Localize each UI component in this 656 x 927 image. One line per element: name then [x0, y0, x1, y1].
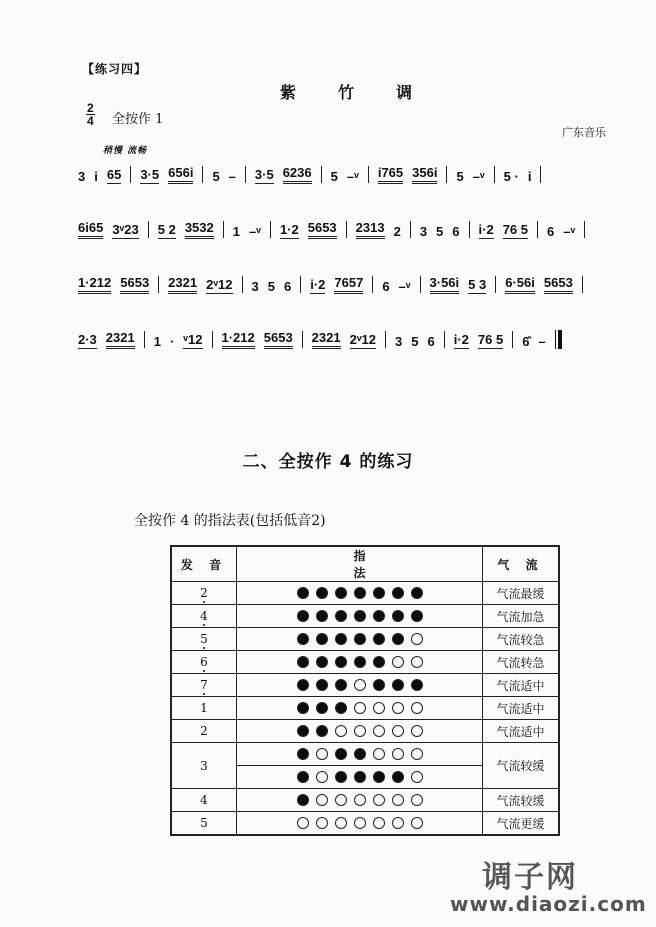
closed-hole-icon — [411, 610, 423, 622]
barline — [444, 331, 445, 348]
song-title — [280, 80, 454, 103]
closed-hole-icon — [335, 587, 347, 599]
time-signature-bottom: 4 — [87, 114, 94, 128]
barline — [540, 166, 541, 183]
pitch-cell — [171, 651, 237, 674]
note-group: 356i — [412, 165, 437, 184]
note-group: ᵛ12 — [183, 332, 203, 347]
note-group: i·2 — [478, 222, 494, 237]
fingering-cell — [237, 789, 483, 812]
closed-hole-icon — [373, 610, 385, 622]
pitch-note: 2 — [200, 724, 208, 738]
table-header-row — [171, 546, 559, 582]
note-group: 3ᵛ23 — [112, 222, 139, 237]
fingering-cell — [237, 697, 483, 720]
pitch-note: 4 — [200, 793, 208, 807]
note-group: 5 — [411, 334, 419, 349]
note-group: 1 — [153, 334, 161, 349]
open-hole-icon — [373, 748, 385, 760]
closed-hole-icon — [297, 610, 309, 622]
barline — [537, 221, 538, 238]
header-airflow: 气 流 — [483, 546, 560, 582]
time-signature — [86, 102, 95, 127]
table-row — [171, 789, 559, 812]
open-hole-icon — [411, 817, 423, 829]
table-row — [171, 582, 559, 605]
note-group: 6 — [283, 279, 292, 294]
note-group: 1·212 — [222, 330, 255, 349]
hole-pattern — [237, 610, 482, 622]
open-hole-icon — [297, 817, 309, 829]
fingering-table — [170, 545, 560, 836]
closed-hole-icon — [373, 656, 385, 668]
note-group: i·2 — [453, 332, 469, 347]
open-hole-icon — [411, 725, 423, 737]
open-hole-icon — [335, 725, 347, 737]
note-group: i765 — [378, 165, 403, 184]
note-group: 3·5 — [254, 167, 274, 182]
pitch-note: 6 — [200, 655, 208, 669]
barline — [512, 331, 513, 348]
open-hole-icon — [354, 817, 366, 829]
closed-hole-icon — [354, 587, 366, 599]
note-group: 2 — [393, 224, 401, 239]
open-hole-icon — [335, 794, 347, 806]
note-group: 6̂ — [522, 334, 530, 349]
note-group: 6 — [427, 334, 435, 349]
closed-hole-icon — [335, 771, 347, 783]
open-hole-icon — [392, 656, 404, 668]
open-hole-icon — [354, 679, 366, 691]
table-row — [171, 697, 559, 720]
open-hole-icon — [373, 702, 385, 714]
closed-hole-icon — [297, 748, 309, 760]
score-line-3 — [78, 270, 608, 294]
barline — [582, 276, 583, 293]
note-group: 1·212 — [78, 275, 111, 294]
table-row — [171, 812, 559, 836]
barline — [321, 166, 322, 183]
barline — [584, 221, 585, 238]
barline — [385, 331, 386, 348]
fingering-cell — [237, 605, 483, 628]
fingering-cell — [237, 582, 483, 605]
airflow-cell: 气流适中 — [483, 720, 560, 743]
note-group: 2321 — [168, 275, 197, 294]
closed-hole-icon — [297, 633, 309, 645]
closed-hole-icon — [316, 587, 328, 599]
song-title-char: 紫 — [280, 83, 297, 102]
table-caption: 全按作 4 的指法表(包括低音2) — [134, 513, 326, 529]
pitch-cell — [171, 720, 237, 743]
open-hole-icon — [411, 702, 423, 714]
barline — [469, 221, 470, 238]
closed-hole-icon — [335, 610, 347, 622]
note-group: 2321 — [312, 330, 341, 349]
closed-hole-icon — [335, 679, 347, 691]
note-group: 656i — [168, 165, 193, 184]
pitch-cell — [171, 743, 237, 789]
open-hole-icon — [373, 817, 385, 829]
header-fingering: 指 法 — [237, 546, 483, 582]
pitch-note: 3 — [200, 758, 208, 773]
closed-hole-icon — [316, 633, 328, 645]
airflow-cell: 气流加急 — [483, 605, 560, 628]
note-group: 5 2 — [157, 222, 176, 237]
open-hole-icon — [411, 748, 423, 760]
table-row — [171, 628, 559, 651]
barline — [300, 276, 301, 293]
closed-hole-icon — [392, 633, 404, 645]
note-group: 1·2 — [279, 222, 299, 237]
airflow-cell: 气流最缓 — [483, 582, 560, 605]
closed-hole-icon — [335, 702, 347, 714]
closed-hole-icon — [373, 771, 385, 783]
final-barline — [555, 330, 556, 349]
closed-hole-icon — [392, 587, 404, 599]
note-group: 5 — [212, 169, 220, 184]
airflow-cell: 气流适中 — [483, 674, 560, 697]
barline — [495, 276, 496, 293]
note-group: 2313 — [356, 220, 385, 239]
note-group: 5 — [436, 224, 444, 239]
barline — [372, 276, 373, 293]
hole-pattern — [237, 748, 482, 760]
open-hole-icon — [316, 794, 328, 806]
open-hole-icon — [354, 794, 366, 806]
closed-hole-icon — [392, 679, 404, 691]
open-hole-icon — [354, 725, 366, 737]
open-hole-icon — [411, 771, 423, 783]
note-group: 65 — [106, 167, 122, 182]
barline — [202, 166, 203, 183]
closed-hole-icon — [373, 633, 385, 645]
pitch-note: 2 — [200, 586, 208, 600]
note-group: 7657 — [334, 275, 363, 294]
score-line-2 — [78, 215, 608, 239]
open-hole-icon — [373, 794, 385, 806]
barline — [242, 276, 243, 293]
watermark-title: 调子网 — [482, 860, 578, 895]
pitch-cell — [171, 697, 237, 720]
fingering-cell — [237, 628, 483, 651]
note-group: 3 — [78, 169, 86, 184]
note-group: 5653 — [308, 220, 337, 239]
barline — [158, 276, 159, 293]
note-group: 6236 — [283, 165, 312, 184]
open-hole-icon — [316, 817, 328, 829]
time-signature-top: 2 — [87, 101, 94, 115]
barline — [270, 221, 271, 238]
note-group: 76 5 — [502, 222, 528, 237]
closed-hole-icon — [316, 725, 328, 737]
open-hole-icon — [316, 748, 328, 760]
table-row — [171, 674, 559, 697]
open-hole-icon — [392, 702, 404, 714]
barline — [302, 331, 303, 348]
closed-hole-icon — [354, 771, 366, 783]
section-title: 二、全按作 4 的练习 — [242, 452, 414, 472]
note-group: 3 — [251, 279, 259, 294]
fingering-cell — [237, 720, 483, 743]
pitch-cell — [171, 628, 237, 651]
hole-pattern — [237, 817, 482, 829]
closed-hole-icon — [354, 748, 366, 760]
hole-pattern — [237, 633, 482, 645]
barline — [245, 166, 246, 183]
exercise-label: 【练习四】 — [82, 62, 148, 76]
note-group: i — [94, 169, 98, 184]
closed-hole-icon — [316, 610, 328, 622]
note-group: –ᵛ — [346, 169, 359, 184]
table-row — [171, 720, 559, 743]
tempo-marking: 稍慢 流畅 — [103, 146, 148, 156]
closed-hole-icon — [354, 656, 366, 668]
closed-hole-icon — [354, 610, 366, 622]
closed-hole-icon — [297, 702, 309, 714]
note-group: 6·56i — [505, 275, 535, 294]
closed-hole-icon — [392, 610, 404, 622]
note-group: 3·56i — [430, 275, 460, 294]
barline — [346, 221, 347, 238]
fingering-cell — [237, 743, 483, 766]
note-group: 5 · — [503, 169, 519, 184]
note-group: –ᵛ — [472, 169, 485, 184]
open-hole-icon — [316, 771, 328, 783]
barline — [144, 331, 145, 348]
fingering-cell-alt — [237, 766, 483, 789]
hole-pattern — [237, 794, 482, 806]
note-group: 2ᵛ12 — [349, 332, 377, 347]
fingering-cell — [237, 812, 483, 836]
open-hole-icon — [392, 725, 404, 737]
pitch-cell — [171, 812, 237, 836]
barline — [130, 166, 131, 183]
barline — [223, 221, 224, 238]
table-row — [171, 743, 559, 766]
barline — [446, 166, 447, 183]
pitch-note: 4 — [200, 609, 208, 623]
note-group: 6 — [547, 224, 555, 239]
airflow-cell: 气流较缓 — [483, 743, 560, 789]
watermark — [450, 852, 647, 916]
hole-pattern — [237, 725, 482, 737]
closed-hole-icon — [316, 656, 328, 668]
closed-hole-icon — [335, 656, 347, 668]
note-group: 3532 — [185, 220, 214, 239]
fingering-cell — [237, 674, 483, 697]
final-barline-thick — [558, 330, 562, 349]
note-group: 6 — [452, 224, 460, 239]
open-hole-icon — [392, 748, 404, 760]
note-group: – — [538, 334, 546, 349]
closed-hole-icon — [354, 633, 366, 645]
watermark-url: www.diaozi.com — [450, 892, 647, 916]
pitch-note: 5 — [200, 632, 208, 646]
note-group: –ᵛ — [248, 224, 261, 239]
pitch-note: 1 — [200, 701, 208, 715]
note-group: 3·5 — [140, 167, 160, 182]
fingering-label: 全按作 1 — [112, 112, 164, 127]
closed-hole-icon — [297, 679, 309, 691]
header-pitch: 发 音 — [171, 546, 237, 582]
open-hole-icon — [411, 794, 423, 806]
pitch-cell — [171, 605, 237, 628]
closed-hole-icon — [316, 679, 328, 691]
barline — [148, 221, 149, 238]
barline — [494, 166, 495, 183]
hole-pattern — [237, 656, 482, 668]
closed-hole-icon — [297, 725, 309, 737]
airflow-cell: 气流较缓 — [483, 789, 560, 812]
open-hole-icon — [411, 633, 423, 645]
note-group: 3 — [395, 334, 403, 349]
note-group: 6 — [382, 279, 390, 294]
note-group: · — [169, 334, 175, 349]
closed-hole-icon — [316, 702, 328, 714]
note-group: 5 3 — [468, 277, 487, 292]
barline — [368, 166, 369, 183]
score-line-4 — [78, 325, 608, 349]
airflow-cell: 气流更缓 — [483, 812, 560, 836]
barline — [420, 276, 421, 293]
open-hole-icon — [411, 656, 423, 668]
closed-hole-icon — [335, 633, 347, 645]
hole-pattern — [237, 771, 482, 783]
fingering-cell — [237, 651, 483, 674]
pitch-cell — [171, 582, 237, 605]
closed-hole-icon — [373, 679, 385, 691]
table-row — [171, 651, 559, 674]
song-title-char: 竹 — [338, 83, 355, 102]
pitch-note: 7 — [200, 678, 208, 692]
note-group: –ᵛ — [398, 279, 411, 294]
note-group: 76 5 — [477, 332, 504, 347]
pitch-cell — [171, 674, 237, 697]
note-group: 2321 — [106, 330, 135, 349]
open-hole-icon — [335, 817, 347, 829]
note-group: 2·3 — [78, 332, 97, 347]
note-group: 5 — [330, 169, 338, 184]
closed-hole-icon — [297, 771, 309, 783]
closed-hole-icon — [297, 656, 309, 668]
song-title-char: 调 — [396, 83, 413, 102]
closed-hole-icon — [411, 587, 423, 599]
note-group: i — [527, 169, 532, 184]
table-row — [171, 605, 559, 628]
barline — [212, 331, 213, 348]
note-group: 6i65 — [78, 220, 103, 239]
airflow-cell: 气流较急 — [483, 628, 560, 651]
airflow-cell: 气流转急 — [483, 651, 560, 674]
closed-hole-icon — [297, 794, 309, 806]
hole-pattern — [237, 587, 482, 599]
note-group: 3 — [419, 224, 428, 239]
note-group: 5 — [456, 169, 464, 184]
note-group: 5653 — [264, 330, 293, 349]
note-group: i·2 — [310, 277, 326, 292]
closed-hole-icon — [411, 679, 423, 691]
closed-hole-icon — [297, 587, 309, 599]
closed-hole-icon — [392, 771, 404, 783]
note-group: –ᵛ — [563, 224, 576, 239]
score-line-1 — [78, 160, 608, 184]
open-hole-icon — [354, 702, 366, 714]
airflow-cell: 气流适中 — [483, 697, 560, 720]
open-hole-icon — [392, 817, 404, 829]
note-group: 2ᵛ12 — [206, 277, 233, 292]
origin-label: 广东音乐 — [562, 126, 606, 139]
hole-pattern — [237, 679, 482, 691]
barline — [410, 221, 411, 238]
note-group: 5653 — [120, 275, 149, 294]
open-hole-icon — [392, 794, 404, 806]
note-group: 5653 — [544, 275, 573, 294]
note-group: – — [228, 169, 236, 184]
closed-hole-icon — [373, 587, 385, 599]
pitch-cell — [171, 789, 237, 812]
hole-pattern — [237, 702, 482, 714]
open-hole-icon — [373, 725, 385, 737]
note-group: 5 — [267, 279, 275, 294]
pitch-note: 5 — [200, 816, 208, 830]
closed-hole-icon — [335, 748, 347, 760]
note-group: 1 — [232, 224, 240, 239]
